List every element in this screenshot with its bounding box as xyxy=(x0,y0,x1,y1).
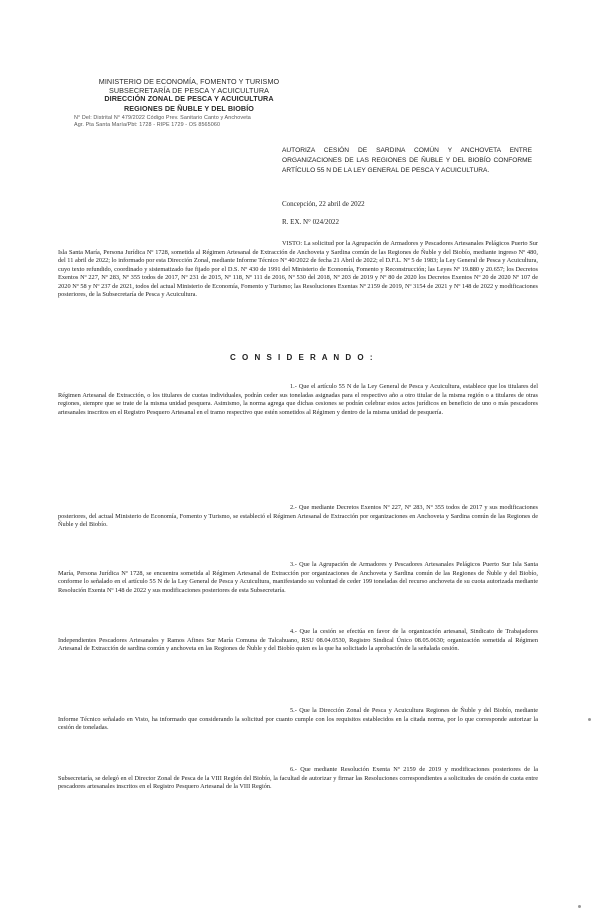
place-date: Concepción, 22 abril de 2022 xyxy=(282,200,365,208)
letterhead xyxy=(74,78,304,129)
scan-speck xyxy=(578,905,581,908)
reference-line-2: Agr. Pta Santa María/Pbt: 1728 - RIPE 1729 - OS 8565060 xyxy=(74,121,221,128)
considerando-heading: C O N S I D E R A N D O : xyxy=(230,353,375,362)
ministry-line: MINISTERIO DE ECONOMÍA, FOMENTO Y TURISMO xyxy=(98,77,280,86)
regiones-line: REGIONES DE ÑUBLE Y DEL BIOBÍO xyxy=(123,103,254,113)
reference-line-1: N° Del: Distrital N° 479/2022 Código Prev. Sanitario Canto y Anchoveta xyxy=(74,115,251,122)
direccion-line: DIRECCIÓN ZONAL DE PESCA Y ACUICULTURA xyxy=(104,94,274,104)
scan-speck xyxy=(588,718,591,721)
considerando-6: 6.- Que mediante Resolución Exenta Nº 2159 de 2019 y modificaciones posteriores de la Subsecretaría, se delegó en el Director Zonal de Pesca de la VIII Región del Biobío, la facultad de autorizar y firmar las Resoluciones correspondientes a solicitudes de cesión de cuota entre pescadores artesanales inscritos en el Registro Pesquero Artesanal de la VIII Región. xyxy=(58,766,538,790)
considerando-3: 3.- Que la Agrupación de Armadores y Pescadores Artesanales Pelágicos Puerto Sur Isla Santa María, Persona Jurídica Nº 1728, se encuentra sometida al Régimen Artesanal de Extracción por organizaciones de Anchoveta y Sardina común de las Regiones de Ñuble y del Biobío, conforme lo señalado en el artículo 55 N de la Ley General de Pesca y Acuicultura, manifestando su voluntad de ceder 199 toneladas del recurso anchoveta de su cuota autorizada mediante Resolución Exenta Nº 148 de 2022 y sus modificaciones posteriores de esta Subsecretaría. xyxy=(58,561,538,594)
subsecretaria-line: SUBSECRETARÍA DE PESCA Y ACUICULTURA xyxy=(108,85,270,95)
considerando-2: 2.- Que mediante Decretos Exentos Nº 227, Nº 283, Nº 355 todos de 2017 y sus modificaciones posteriores, del actual Ministerio de Economía, Fomento y Turismo, se estableció el Régimen Artesanal de Extracción por organizaciones en Anchoveta y Sardina común de las Regiones de Ñuble y del Biobío. xyxy=(58,504,538,528)
considerando-1: 1.- Que el artículo 55 N de la Ley General de Pesca y Acuicultura, establece que los titulares del Régimen Artesanal de Extracción, o los titulares de cuotas individuales, podrán ceder sus toneladas asignadas para el respectivo año a otro titular de la misma región o a titulares de otras regiones, siempre que se trate de la misma unidad pesquera. Asimismo, la norma agrega que dichas cesiones se podrán celebrar estos actos jurídicos en beneficio de uno o más pescadores artesanales inscritos en el Registro Pesquero Artesanal en el tramo respectivo que estén sometidos al Régimen y dentro de la misma unidad de pesquería. xyxy=(58,383,538,416)
resolution-number: R. EX. N° 024/2022 xyxy=(282,218,340,226)
visto-paragraph: VISTO: La solicitud por la Agrupación de Armadores y Pescadores Artesanales Pelágicos Puerto Sur Isla Santa María, Persona Jurídica Nº 1728, sometida al Régimen Artesanal de Extracción de Anchoveta y Sardina común de las Regiones de Ñuble y del Biobío, mediante ingreso Nº 480, del 11 abril de 2022; lo informado por esta Dirección Zonal, mediante Informe Técnico Nº 40/2022 de fecha 21 Abril de 2022; el D.F.L. Nº 5 de 1983; la Ley General de Pesca y Acuicultura, cuyo texto refundido, coordinado y sistematizado fue fijado por el D.S. Nº 430 de 1991 del Ministerio de Economía, Fomento y Reconstrucción; las Leyes Nº 19.880 y 20.657; los Decretos Exentos Nº 227, Nº 283, Nº 355 todos de 2017, Nº 231 de 2015, Nº 118, Nº 111 de 2016, Nº 530 del 2018, Nº 203 de 2019 y Nº 80 de 2020 los Decretos Exentos Nº 20 de 2020 Nº 107 de 2020 Nº 58 y Nº 237 de 2021, todos del actual Ministerio de Economía, Fomento y Turismo; las Resoluciones Exentas Nº 2159 de 2019, Nº 3154 de 2021 y Nº 148 de 2022 y modificaciones posteriores, de la Subsecretaría de Pesca y Acuicultura. xyxy=(58,240,538,298)
considerando-5: 5.- Que la Dirección Zonal de Pesca y Acuicultura Regiones de Ñuble y del Biobío, mediante Informe Técnico señalado en Visto, ha informado que considerando la solicitud por cuanto cumple con los requisitos establecidos en la citada norma, por lo que corresponde autorizar la cesión de toneladas. xyxy=(58,707,538,731)
considerando-4: 4.- Que la cesión se efectúa en favor de la organización artesanal, Sindicato de Trabajadores Independientes Pescadores Artesanales y Ramos Afines Sur María Comuna de Talcahuano, RSU 08.04.0530, Registro Sindical Único 08.05.0630; organización sometida al Régimen Artesanal de Extracción de sardina común y anchoveta en las Regiones de Ñuble y del Biobío quien es la que ha solicitado la aprobación de la señalada cesión. xyxy=(58,628,538,652)
subject-block: AUTORIZA CESIÓN DE SARDINA COMÚN Y ANCHOVETA ENTRE ORGANIZACIONES DE LAS REGIONES DE ÑUBLE Y DEL BIOBÍO CONFORME ARTÍCULO 55 N DE LA LEY GENERAL DE PESCA Y ACUICULTURA. xyxy=(282,147,532,175)
